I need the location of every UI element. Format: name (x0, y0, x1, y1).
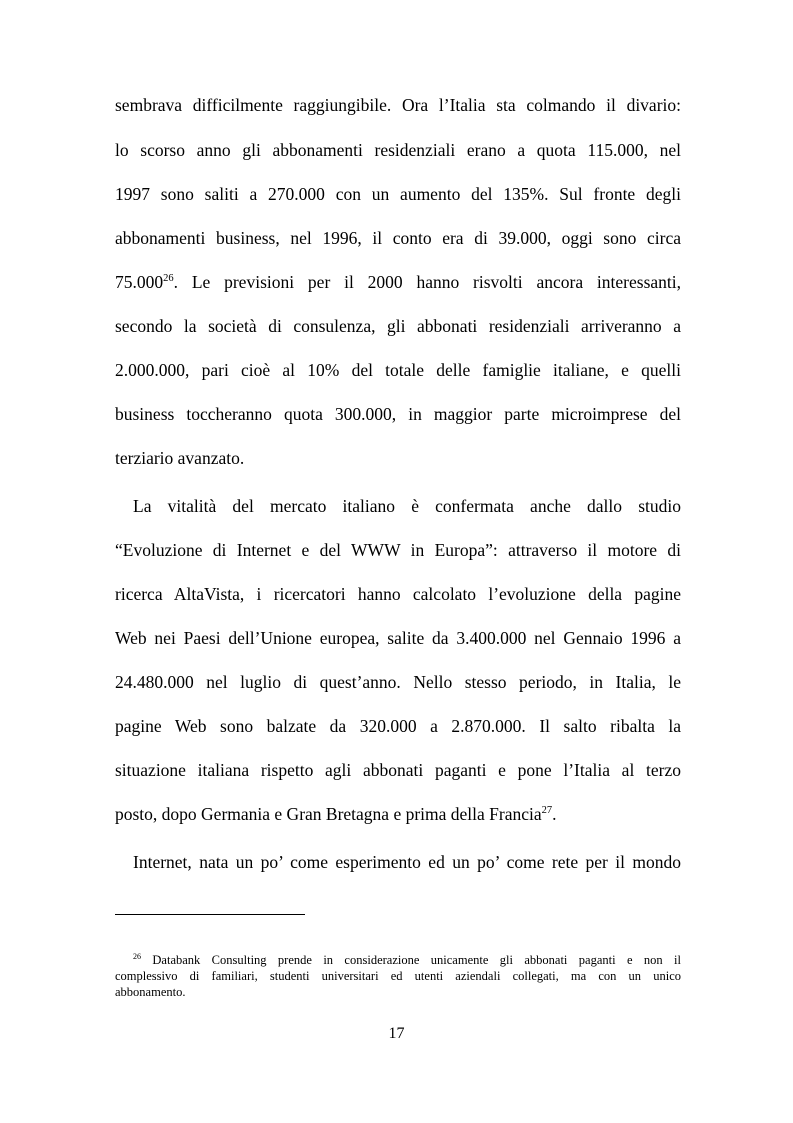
body-line-17 (115, 803, 681, 825)
body-line-16: situazione italiana rispetto agli abbonati paganti e pone l’Italia al terzo (115, 760, 681, 780)
body-line-11: “Evoluzione di Internet e del WWW in Europa”: attraverso il motore di (115, 540, 681, 560)
body-line-2: lo scorso anno gli abbonamenti residenziali erano a quota 115.000, nel (115, 140, 681, 160)
body-line-6: secondo la società di consulenza, gli abbonati residenziali arriveranno a (115, 316, 681, 336)
body-line-12: ricerca AltaVista, i ricercatori hanno calcolato l’evoluzione della pagine (115, 584, 681, 604)
body-line-5-number: 75.000 (115, 272, 164, 292)
footnote-line-1 (133, 953, 681, 968)
body-line-9: terziario avanzato. (115, 448, 245, 468)
page-number: 17 (388, 1025, 405, 1042)
body-line-10: La vitalità del mercato italiano è confermata anche dallo studio (133, 496, 681, 516)
body-line-14: 24.480.000 nel luglio di quest’anno. Nello stesso periodo, in Italia, le (115, 672, 681, 692)
footnote-line-3: abbonamento. (115, 985, 186, 999)
body-line-3: 1997 sono saliti a 270.000 con un aumento del 135%. Sul fronte degli (115, 184, 681, 204)
body-line-1: sembrava difficilmente raggiungibile. Ora l’Italia sta colmando il divario: (115, 95, 681, 115)
body-line-17-text: posto, dopo Germania e Gran Bretagna e prima della Francia (115, 804, 542, 824)
body-line-4: abbonamenti business, nel 1996, il conto era di 39.000, oggi sono circa (115, 228, 681, 248)
footnote-ref-26: 26 (163, 273, 174, 284)
body-line-8: business toccheranno quota 300.000, in maggior parte microimprese del (115, 404, 681, 424)
body-line-18: Internet, nata un po’ come esperimento ed un po’ come rete per il mondo (133, 852, 681, 872)
body-line-7: 2.000.000, pari cioè al 10% del totale delle famiglie italiane, e quelli (115, 360, 681, 380)
footnote-number: 26 (133, 952, 141, 961)
footnote-line-1-text: Databank Consulting prende in considerazione unicamente gli abbonati paganti e non il (152, 953, 681, 967)
body-line-5 (115, 271, 681, 293)
footnote-ref-27: 27 (541, 805, 553, 816)
body-line-17-period: . (552, 804, 557, 824)
body-line-15: pagine Web sono balzate da 320.000 a 2.870.000. Il salto ribalta la (115, 716, 681, 736)
body-line-13: Web nei Paesi dell’Unione europea, salite da 3.400.000 nel Gennaio 1996 a (115, 628, 681, 648)
footnote-separator (115, 914, 305, 915)
body-line-5-text: . Le previsioni per il 2000 hanno risvolti ancora interessanti, (173, 272, 681, 292)
footnote-line-2: complessivo di familiari, studenti universitari ed utenti aziendali collegati, ma con un unico (115, 969, 681, 983)
